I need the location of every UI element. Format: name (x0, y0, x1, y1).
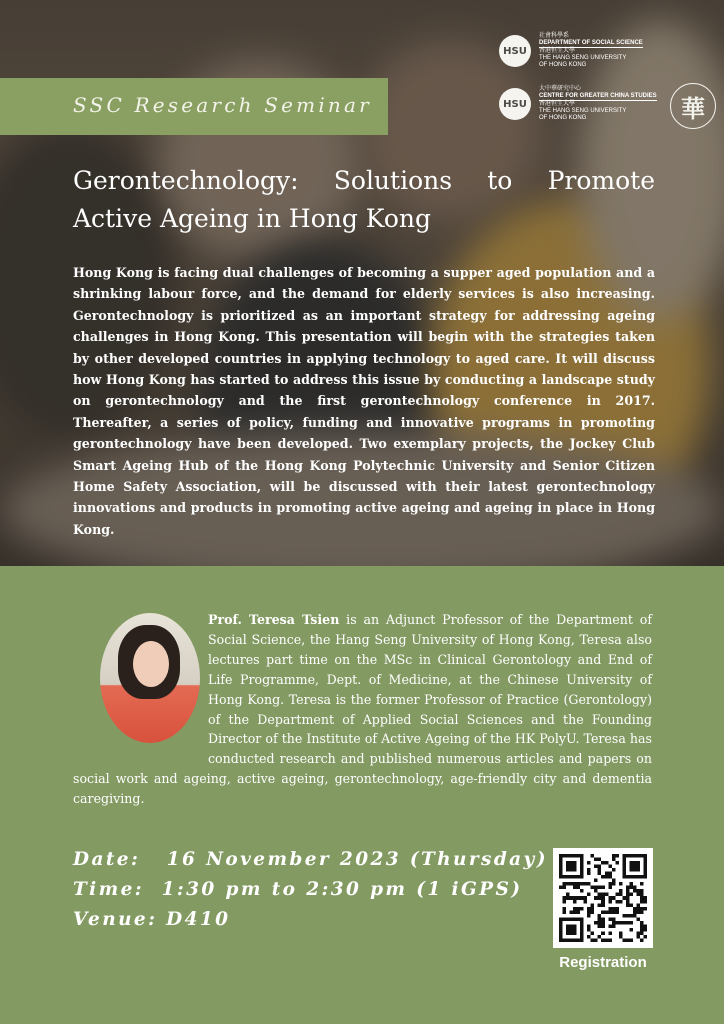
logo-univ-en-1: THE HANG SENG UNIVERSITY (539, 108, 627, 114)
logo-univ-en-1: THE HANG SENG UNIVERSITY (539, 55, 627, 61)
logo-univ-cn: 香港恒生大學 (539, 48, 576, 54)
logo-dept-cn: 社會科學系 (539, 33, 570, 39)
speaker-bio (73, 610, 652, 809)
event-venue: Venue: D410 (73, 909, 231, 930)
speaker-bio-text: is an Adjunct Professor of the Department of Social Science, the Hang Seng University of Hong Kong, Teresa also lectures part time on the MSc in Clinical Gerontology and End of Life Programme, Dept. of Medicine, at the Chinese University of Hong Kong. Teresa is the former Professor of Practice (Gerontology) of the Department of Applied Social Sciences and the Founding Director of the Institute of Active Ageing of the HK PolyU. Teresa has conducted research and published numerous articles and papers on social work and ageing, active ageing, gerontechnology, age-friendly city and dementia caregiving. (73, 612, 652, 807)
logo-univ-en-2: OF HONG KONG (539, 62, 587, 68)
logo-centre-en: CENTRE FOR GREATER CHINA STUDIES (539, 93, 657, 99)
department-logo (499, 33, 643, 69)
event-date: Date: 16 November 2023 (Thursday) (73, 849, 548, 870)
registration-label[interactable]: Registration (559, 954, 647, 971)
registration-qr-code[interactable] (553, 848, 653, 948)
series-label: SSC Research Seminar (73, 93, 372, 117)
logo-dept-en: DEPARTMENT OF SOCIAL SCIENCE (539, 40, 643, 46)
logo-univ-cn: 香港恒生大學 (539, 101, 576, 107)
event-time: Time: 1:30 pm to 2:30 pm (1 iGPS) (73, 879, 523, 900)
university-crest-icon: HSU (499, 88, 531, 120)
seminar-title: Gerontechnology: Solutions to Promote Active Ageing in Hong Kong (73, 166, 655, 233)
centre-logo (499, 86, 657, 122)
logo-univ-en-2: OF HONG KONG (539, 115, 587, 121)
university-crest-icon: HSU (499, 35, 531, 67)
seminar-abstract: Hong Kong is facing dual challenges of becoming a supper aged population and a shrinking labour force, and the demand for elderly services is also increasing. Gerontechnology is prioritized as an important strategy for addressing ageing challenges in Hong Kong. This presentation will begin with the strategies taken by other developed countries in applying technology to aged care. It will discuss how Hong Kong has started to address this issue by conducting a landscape study on gerontechnology and the first gerontechnology conference in 2017. Thereafter, a series of policy, funding and innovative programs in promoting gerontechnology have been developed. Two exemplary projects, the Jockey Club Smart Ageing Hub of the Hong Kong Polytechnic University and Senior Citizen Home Safety Association, will be discussed with their latest gerontechnology innovations and products in promoting active ageing and ageing in place in Hong Kong. (73, 265, 655, 537)
centre-seal-icon: 華 (670, 83, 716, 129)
logo-centre-cn: 大中華研究中心 (539, 86, 582, 92)
speaker-name: Prof. Teresa Tsien (208, 612, 340, 627)
